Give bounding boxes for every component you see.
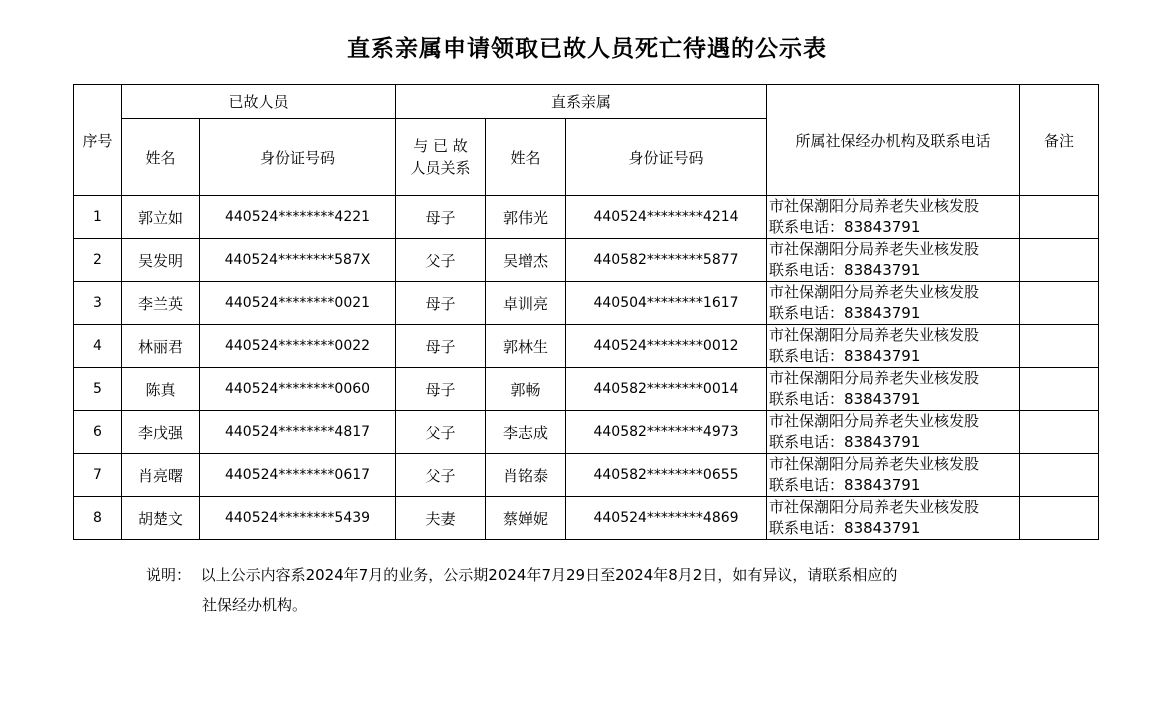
table-row — [74, 497, 1099, 540]
org-phone: 联系电话：83843791 — [769, 218, 921, 236]
table-row — [74, 239, 1099, 282]
cell-deceased-id: 440524********5439 — [200, 497, 396, 540]
cell-seq: 8 — [74, 497, 122, 540]
cell-seq: 5 — [74, 368, 122, 411]
header-org: 所属社保经办机构及联系电话 — [767, 85, 1020, 196]
cell-deceased-id: 440524********0021 — [200, 282, 396, 325]
cell-relative-id: 440524********4214 — [566, 196, 767, 239]
cell-remark — [1020, 282, 1099, 325]
cell-remark — [1020, 196, 1099, 239]
cell-relative-id: 440582********0014 — [566, 368, 767, 411]
cell-deceased-id: 440524********0060 — [200, 368, 396, 411]
cell-relative-id: 440582********5877 — [566, 239, 767, 282]
org-name: 市社保潮阳分局养老失业核发股 — [769, 197, 980, 215]
org-name: 市社保潮阳分局养老失业核发股 — [769, 455, 980, 473]
cell-seq: 2 — [74, 239, 122, 282]
cell-relative-id: 440504********1617 — [566, 282, 767, 325]
cell-org — [767, 454, 1020, 497]
cell-relative-name: 吴增杰 — [486, 239, 566, 282]
cell-deceased-id: 440524********4221 — [200, 196, 396, 239]
cell-relative-name: 蔡婵妮 — [486, 497, 566, 540]
org-name: 市社保潮阳分局养老失业核发股 — [769, 326, 980, 344]
cell-org — [767, 239, 1020, 282]
cell-deceased-name: 胡楚文 — [122, 497, 200, 540]
cell-org — [767, 282, 1020, 325]
header-relative-name: 姓名 — [486, 119, 566, 196]
cell-seq: 4 — [74, 325, 122, 368]
cell-deceased-id: 440524********0617 — [200, 454, 396, 497]
cell-deceased-name: 肖亮曙 — [122, 454, 200, 497]
cell-deceased-name: 李兰英 — [122, 282, 200, 325]
cell-org — [767, 325, 1020, 368]
header-remark: 备注 — [1020, 85, 1099, 196]
cell-relative-id: 440582********0655 — [566, 454, 767, 497]
org-phone: 联系电话：83843791 — [769, 390, 921, 408]
table-row — [74, 368, 1099, 411]
cell-relative-id: 440524********4869 — [566, 497, 767, 540]
cell-deceased-id: 440524********0022 — [200, 325, 396, 368]
cell-relative-name: 郭畅 — [486, 368, 566, 411]
header-relation-line2: 人员关系 — [410, 159, 471, 177]
cell-relation: 母子 — [396, 282, 486, 325]
cell-relation: 母子 — [396, 368, 486, 411]
footnote-line1 — [146, 560, 897, 590]
cell-relation: 母子 — [396, 196, 486, 239]
org-phone: 联系电话：83843791 — [769, 433, 921, 451]
cell-relation: 父子 — [396, 454, 486, 497]
cell-seq: 7 — [74, 454, 122, 497]
cell-deceased-name: 郭立如 — [122, 196, 200, 239]
cell-deceased-id: 440524********4817 — [200, 411, 396, 454]
table-row — [74, 282, 1099, 325]
cell-seq: 1 — [74, 196, 122, 239]
footnote-text-line1: 以上公示内容系2024年7月的业务，公示期2024年7月29日至2024年8月2日，如有异议，请联系相应的 — [200, 566, 898, 584]
org-name: 市社保潮阳分局养老失业核发股 — [769, 240, 980, 258]
header-relative-id: 身份证号码 — [566, 119, 767, 196]
cell-remark — [1020, 239, 1099, 282]
cell-relative-name: 肖铭泰 — [486, 454, 566, 497]
cell-remark — [1020, 497, 1099, 540]
cell-relation: 母子 — [396, 325, 486, 368]
cell-org — [767, 368, 1020, 411]
header-deceased-name: 姓名 — [122, 119, 200, 196]
cell-relation: 父子 — [396, 239, 486, 282]
org-name: 市社保潮阳分局养老失业核发股 — [769, 283, 980, 301]
org-phone: 联系电话：83843791 — [769, 304, 921, 322]
cell-org — [767, 411, 1020, 454]
table-row — [74, 325, 1099, 368]
cell-relative-name: 郭伟光 — [486, 196, 566, 239]
cell-relative-name: 郭林生 — [486, 325, 566, 368]
org-name: 市社保潮阳分局养老失业核发股 — [769, 369, 980, 387]
cell-deceased-id: 440524********587X — [200, 239, 396, 282]
cell-seq: 6 — [74, 411, 122, 454]
cell-org — [767, 196, 1020, 239]
header-seq: 序号 — [74, 85, 122, 196]
org-name: 市社保潮阳分局养老失业核发股 — [769, 498, 980, 516]
cell-remark — [1020, 411, 1099, 454]
cell-relative-id: 440582********4973 — [566, 411, 767, 454]
cell-deceased-name: 吴发明 — [122, 239, 200, 282]
cell-seq: 3 — [74, 282, 122, 325]
cell-remark — [1020, 325, 1099, 368]
cell-deceased-name: 李戊强 — [122, 411, 200, 454]
footnote-label: 说明： — [146, 566, 192, 584]
cell-remark — [1020, 454, 1099, 497]
org-phone: 联系电话：83843791 — [769, 261, 921, 279]
footnote — [146, 560, 897, 620]
header-relation — [396, 119, 486, 196]
page-title: 直系亲属申请领取已故人员死亡待遇的公示表 — [347, 36, 827, 62]
footnote-text-line2: 社保经办机构。 — [202, 596, 308, 614]
cell-org — [767, 497, 1020, 540]
table-row — [74, 454, 1099, 497]
cell-deceased-name: 林丽君 — [122, 325, 200, 368]
org-phone: 联系电话：83843791 — [769, 476, 921, 494]
org-name: 市社保潮阳分局养老失业核发股 — [769, 412, 980, 430]
table-row — [74, 196, 1099, 239]
cell-relation: 父子 — [396, 411, 486, 454]
header-relative-group: 直系亲属 — [396, 85, 767, 119]
org-phone: 联系电话：83843791 — [769, 519, 921, 537]
table-row — [74, 411, 1099, 454]
header-relation-line1: 与 已 故 — [413, 137, 468, 155]
announcement-table — [73, 84, 1099, 540]
cell-relative-name: 卓训亮 — [486, 282, 566, 325]
cell-relation: 夫妻 — [396, 497, 486, 540]
header-deceased-group: 已故人员 — [122, 85, 396, 119]
header-deceased-id: 身份证号码 — [200, 119, 396, 196]
cell-remark — [1020, 368, 1099, 411]
cell-relative-id: 440524********0012 — [566, 325, 767, 368]
org-phone: 联系电话：83843791 — [769, 347, 921, 365]
cell-relative-name: 李志成 — [486, 411, 566, 454]
cell-deceased-name: 陈真 — [122, 368, 200, 411]
